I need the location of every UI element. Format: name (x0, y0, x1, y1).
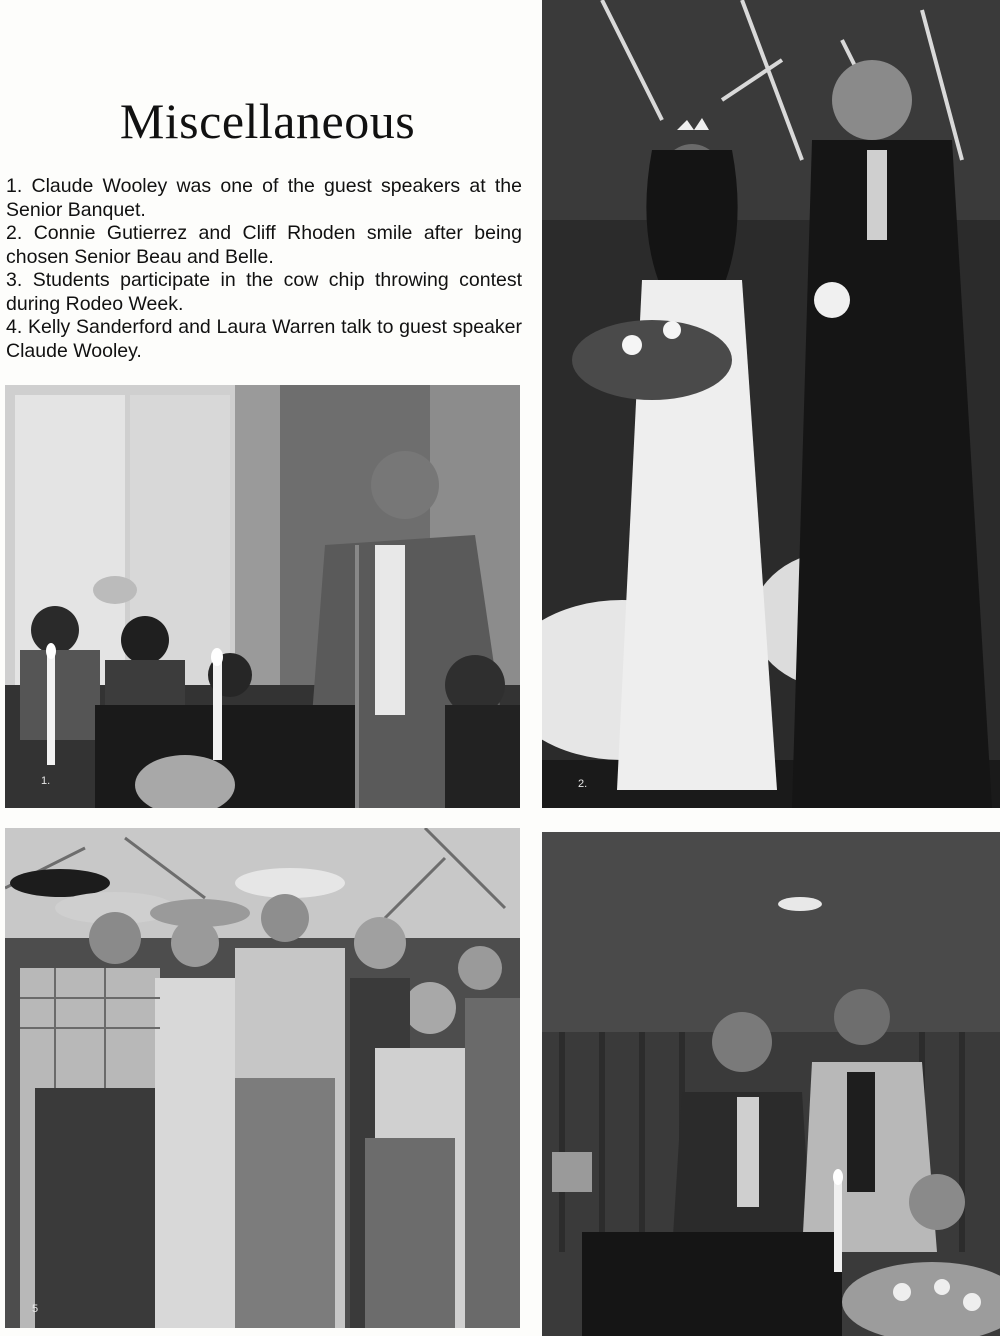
photo-speaker-at-podium-image (5, 385, 520, 808)
caption-list (6, 175, 522, 363)
caption-2: 2. Connie Gutierrez and Cliff Rhoden smile after being chosen Senior Beau and Belle. (6, 222, 522, 268)
photo-rodeo-crowd (5, 828, 520, 1328)
caption-4: 4. Kelly Sanderford and Laura Warren talk to guest speaker Claude Wooley. (6, 316, 522, 362)
photo-speaker-with-students (542, 832, 1000, 1336)
photo-number-2: 2. (578, 778, 588, 790)
page-title: Miscellaneous (119, 93, 416, 149)
photo-speaker-at-podium (5, 385, 520, 808)
photo-rodeo-crowd-image (5, 828, 520, 1328)
photo-number-3: 5 (32, 1303, 39, 1315)
photo-speaker-with-students-image (542, 832, 1000, 1336)
caption-3: 3. Students participate in the cow chip throwing contest during Rodeo Week. (6, 269, 522, 315)
photo-beau-and-belle (542, 0, 1000, 808)
photo-number-1: 1. (41, 775, 51, 787)
caption-1: 1. Claude Wooley was one of the guest speakers at the Senior Banquet. (6, 175, 522, 221)
photo-beau-and-belle-image (542, 0, 1000, 808)
